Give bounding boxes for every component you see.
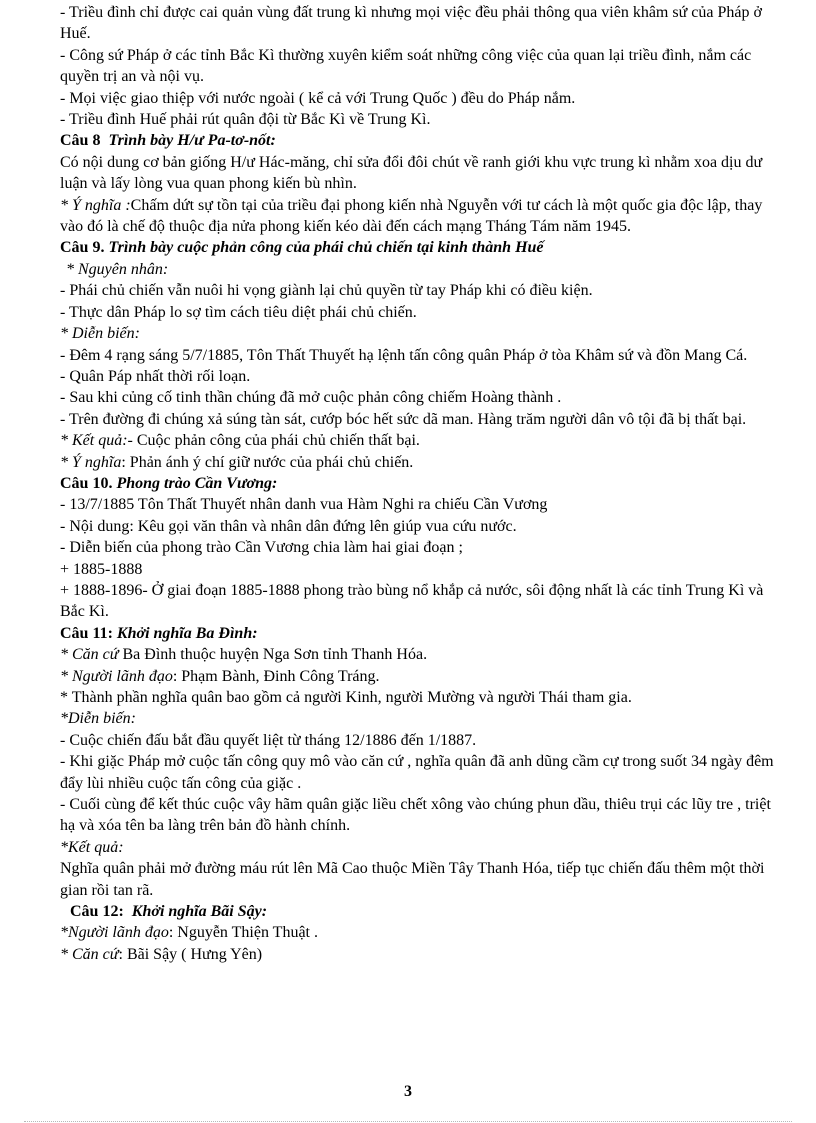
paragraph [60,195,776,238]
paragraph: - Đêm 4 rạng sáng 5/7/1885, Tôn Thất Thuyết hạ lệnh tấn công quân Pháp ở tòa Khâm sứ và đồn Mang Cá. [60,346,748,364]
page-number: 3 [404,1083,412,1100]
heading-label: Câu 8 [60,132,101,150]
heading-title: Trình bày cuộc phản công của phái chủ chiến tại kinh thành Huế [108,239,544,257]
paragraph: * Thành phần nghĩa quân bao gồm cả người Kinh, người Mường và người Thái tham gia. [60,689,632,706]
paragraph [60,452,776,473]
paragraph: - Cuộc chiến đấu bắt đầu quyết liệt từ tháng 12/1886 đến 1/1887. [60,731,477,749]
paragraph: - Thực dân Pháp lo sợ tìm cách tiêu diệt phái chủ chiến. [60,303,417,321]
paragraph: - Trên đường đi chúng xả súng tàn sát, cướp bóc hết sức dã man. Hàng trăm người dân vô tội đã bị thất bại. [60,410,747,428]
field-label: * Căn cứ [60,945,119,963]
field-text: - Cuộc phản công của phái chủ chiến thất bại. [127,432,420,450]
field-text: : Bãi Sậy ( Hưng Yên) [118,945,263,963]
paragraph: - Quân Páp nhất thời rối loạn. [60,367,251,385]
heading-cau-8 [60,130,776,151]
field-text: Chấm dứt sự tồn tại của triều đại phong kiến nhà Nguyễn với tư cách là một quốc gia độc lập, thay vào đó là chế độ thuộc địa nửa phong kiến kéo dài đến cách mạng Tháng Tám năm 1945. [60,196,763,236]
heading-label: Câu 9. [60,239,105,257]
paragraph: Có nội dung cơ bản giống H/ư Hác-măng, chỉ sửa đổi đôi chút về ranh giới khu vực trung kì nhằm xoa dịu dư luận và lấy lòng vua quan phong kiến bù nhìn. [60,153,763,193]
field-text: Ba Đình thuộc huyện Nga Sơn tỉnh Thanh Hóa. [118,646,428,664]
paragraph: - 13/7/1885 Tôn Thất Thuyết nhân danh vua Hàm Nghi ra chiếu Cần Vương [60,496,548,514]
field-text: : Phạm Bành, Đinh Công Tráng. [172,667,380,685]
paragraph: + 1885-1888 [60,560,143,578]
heading-title: Khởi nghĩa Ba Đình: [116,624,258,642]
field-label: * Ý nghĩa [60,453,122,471]
paragraph [60,944,776,965]
subheading: * Nguyên nhân: [66,260,169,278]
field-label: *Người lãnh đạo [60,924,169,942]
paragraph: - Nội dung: Kêu gọi văn thân và nhân dân đứng lên giúp vua cứu nước. [60,517,517,535]
field-label: * Ý nghĩa : [60,196,131,214]
paragraph: - Triều đình chỉ được cai quản vùng đất trung kì nhưng mọi việc đều phải thông qua viên khâm sứ của Pháp ở Huế. [60,4,762,43]
field-text: : Nguyễn Thiện Thuật . [168,924,318,942]
paragraph: - Triều đình Huế phải rút quân đội từ Bắc Kì về Trung Kì. [60,111,431,129]
heading-label: Câu 12: [70,903,124,921]
paragraph: - Diễn biến của phong trào Cần Vương chia làm hai giai đoạn ; [60,539,463,557]
paragraph: - Cuối cùng để kết thúc cuộc vây hãm quân giặc liều chết xông vào chúng phun dầu, thiêu trụi các lũy tre , triệt hạ và xóa tên ba làng trên bản đồ hành chính. [60,796,771,835]
paragraph: - Sau khi củng cố tinh thần chúng đã mở cuộc phản công chiếm Hoàng thành . [60,389,562,407]
page-divider [24,1121,792,1122]
paragraph [60,430,776,451]
paragraph: Nghĩa quân phải mở đường máu rút lên Mã Cao thuộc Miền Tây Thanh Hóa, tiếp tục chiến đấu thêm một thời gian rồi tan rã. [60,860,765,899]
subheading: * Diễn biến: [60,325,140,343]
heading-title: Trình bày H/ư Pa-tơ-nốt: [108,132,276,150]
document-body [60,2,776,965]
paragraph: - Khi giặc Pháp mở cuộc tấn công quy mô vào căn cứ , nghĩa quân đã anh dũng cầm cự trong suốt 34 ngày đêm đẩy lùi nhiều cuộc tấn công của giặc . [60,753,774,792]
paragraph: + 1888-1896- Ở giai đoạn 1885-1888 phong trào bùng nổ khắp cả nước, sôi động nhất là các tỉnh Trung Kì và Bắc Kì. [60,581,764,621]
paragraph [60,666,776,687]
field-label: * Căn cứ [60,646,119,664]
heading-label: Câu 11: [60,624,113,642]
heading-cau-12 [60,901,776,922]
paragraph: - Công sứ Pháp ở các tỉnh Bắc Kì thường xuyên kiểm soát những công việc của quan lại triều đình, nắm các quyền trị an và nội vụ. [60,46,752,86]
heading-cau-10 [60,473,776,494]
paragraph [60,922,776,943]
subheading: *Kết quả: [60,838,124,856]
heading-cau-11 [60,623,776,644]
subheading: *Diễn biến: [60,710,136,728]
heading-title: Phong trào Cần Vương: [116,474,278,492]
field-text: : Phản ánh ý chí giữ nước của phái chủ chiến. [121,453,414,471]
paragraph: - Phái chủ chiến vẫn nuôi hi vọng giành lại chủ quyền từ tay Pháp khi có điều kiện. [60,282,593,300]
paragraph [60,644,776,665]
field-label: * Người lãnh đạo [60,667,173,685]
heading-cau-9 [60,237,776,258]
field-label: * Kết quả: [60,432,128,450]
paragraph: - Mọi việc giao thiệp với nước ngoài ( kể cả với Trung Quốc ) đều do Pháp nắm. [60,89,576,107]
heading-label: Câu 10. [60,474,113,492]
heading-title: Khởi nghĩa Bãi Sậy: [131,903,268,921]
